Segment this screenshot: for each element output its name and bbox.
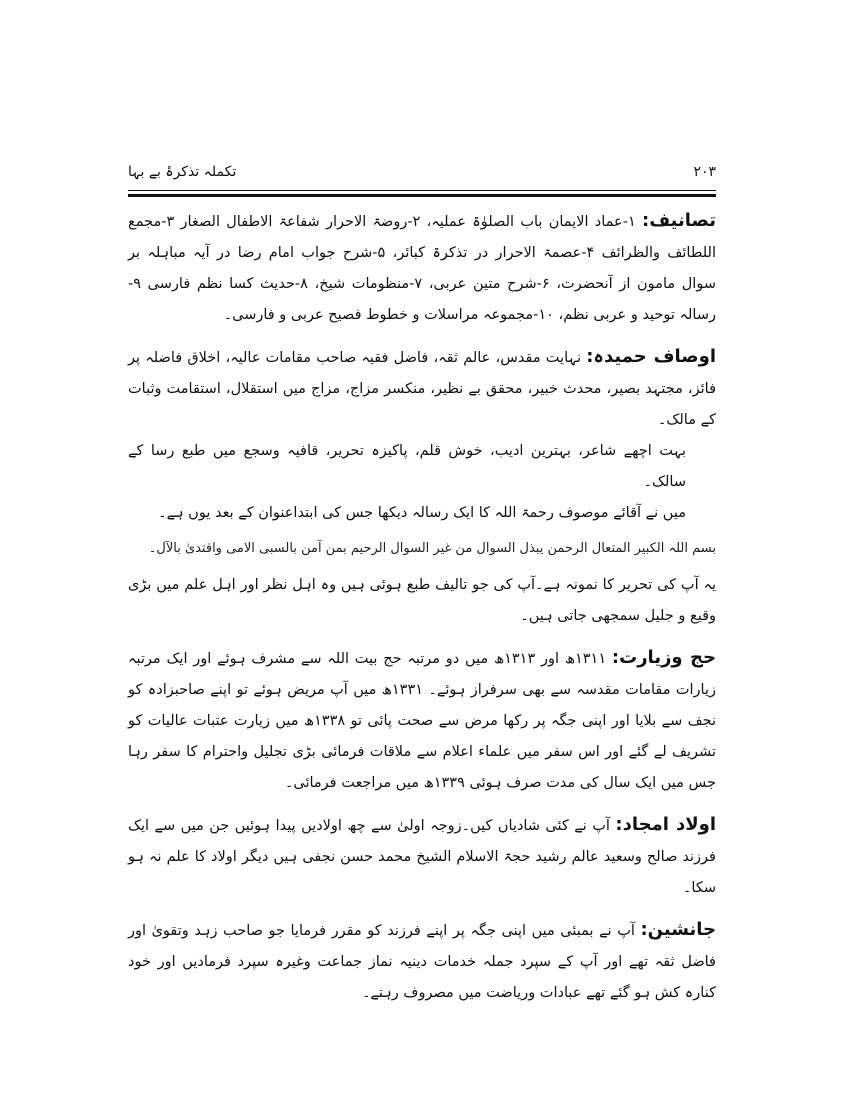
section-hajj bbox=[128, 642, 716, 799]
header-rule-thin bbox=[128, 190, 716, 191]
section-aulad bbox=[128, 809, 716, 904]
text-ausaf-line2: بہت اچھے شاعر، بہترین ادیب، خوش قلم، پاکیزہ تحریر، قافیہ وسجع میں طبع رسا کے سالک۔ bbox=[128, 443, 686, 490]
page-header bbox=[128, 162, 716, 188]
text-tasaneef: ۱-عماد الایمان باب الصلوٰۃ عملیہ، ۲-روضۃ الاحرار شفاعۃ الاطفال الصغار ۳-مجمع اللطائف والظرائف ۴-عصمۃ الاحرار در تذکرۃ کبائر، ۵-شرح جواب امام رضا در آیہ مباہلہ بر سوال مامون از آنحضرت، ۶-شرح متین عربی، ۷-منظومات شیخ، ۸-حدیث کسا نظم فارسی ۹-رسالہ توحید و عربی نظم، ۱۰-مجموعہ مراسلات و خطوط فصیح عربی و فارسی۔ bbox=[128, 214, 716, 323]
text-tahreer: یہ آپ کی تحریر کا نمونہ ہے۔آپ کی جو تالیف طبع ہوئی ہیں وہ اہل نظر اور اہل علم میں بڑی وقیع و جلیل سمجھی جاتی ہیں۔ bbox=[128, 577, 716, 624]
text-janasheen: آپ نے بمبئی میں اپنی جگہ پر اپنے فرزند کو مقرر فرمایا جو صاحب زہد وتقویٰ اور فاضل ثقہ تھے اور آپ کے سپرد جملہ خدمات دینیہ نماز جماعت وغیرہ سپرد فرمادیں اور خود کنارہ کش ہو گئے تھے عبادات وریاضت میں مصروف رہتے۔ bbox=[128, 923, 716, 1001]
running-title: تکملہ تذکرۂ بے بہا bbox=[128, 164, 237, 180]
section-ausaf bbox=[128, 341, 716, 436]
header-rule-thick bbox=[128, 194, 716, 197]
text-aulad: آپ نے کئی شادیاں کیں۔زوجہ اولیٰ سے چھ اولادیں پیدا ہوئیں جن میں سے ایک فرزند صالح وسعید عالم رشید حجۃ الاسلام الشیخ محمد حسن نجفی ہیں دیگر اولاد کا علم نہ ہو سکا۔ bbox=[128, 818, 716, 896]
section-janasheen bbox=[128, 914, 716, 1009]
heading-aulad: اولاد امجاد: bbox=[615, 814, 717, 835]
heading-hajj: حج وزیارت: bbox=[611, 647, 716, 668]
text-ausaf-line3: میں نے آقائے موصوف رحمۃ اللہ کا ایک رسالہ دیکھا جس کی ابتداعنوان کے بعد یوں ہے۔ bbox=[158, 505, 686, 521]
text-hajj: ۱۳۱۱ھ اور ۱۳۱۳ھ میں دو مرتبہ حج بیت اللہ سے مشرف ہوئے اور ایک مرتبہ زیارات مقامات مقدسہ سے بھی سرفراز ہوئے۔ ۱۳۳۱ھ میں آپ مریض ہوئے تو اپنے صاحبزادہ کو نجف سے بلایا اور اپنی جگہ پر رکھا مرض سے صحت پائی تو ۱۳۳۸ھ میں زیارت عتبات عالیات کو تشریف لے گئے اور اس سفر میں علماء اعلام سے ملاقات فرمائی بڑی تجلیل واحترام کا سفر رہا جس میں ایک سال کی مدت صرف ہوئی ۱۳۳۹ھ میں مراجعت فرمائی۔ bbox=[128, 651, 716, 791]
heading-tasaneef: تصانیف: bbox=[642, 210, 717, 231]
section-tasaneef bbox=[128, 205, 716, 331]
arabic-quote: بسم اللہ الکبیر المتعال الرحمن یبذل السوال من غیر السوال الرحیم بمن آمن بالسبی الامی واقتدیٰ بالآل۔ bbox=[148, 541, 716, 556]
text-ausaf: نہایت مقدس، عالم ثقہ، فاضل فقیہ صاحب مقامات عالیہ، اخلاق فاضلہ پر فائز، مجتہد بصیر، محدث خبیر، محقق بے نظیر، منکسر مزاج، مزاج میں استقلال، استقامت وثبات کے مالک۔ bbox=[128, 350, 716, 428]
body-text bbox=[128, 205, 716, 1019]
heading-ausaf: اوصاف حمیدہ: bbox=[586, 346, 717, 367]
heading-janasheen: جانشین: bbox=[640, 919, 717, 940]
page-number: ۲۰۳ bbox=[693, 164, 716, 180]
